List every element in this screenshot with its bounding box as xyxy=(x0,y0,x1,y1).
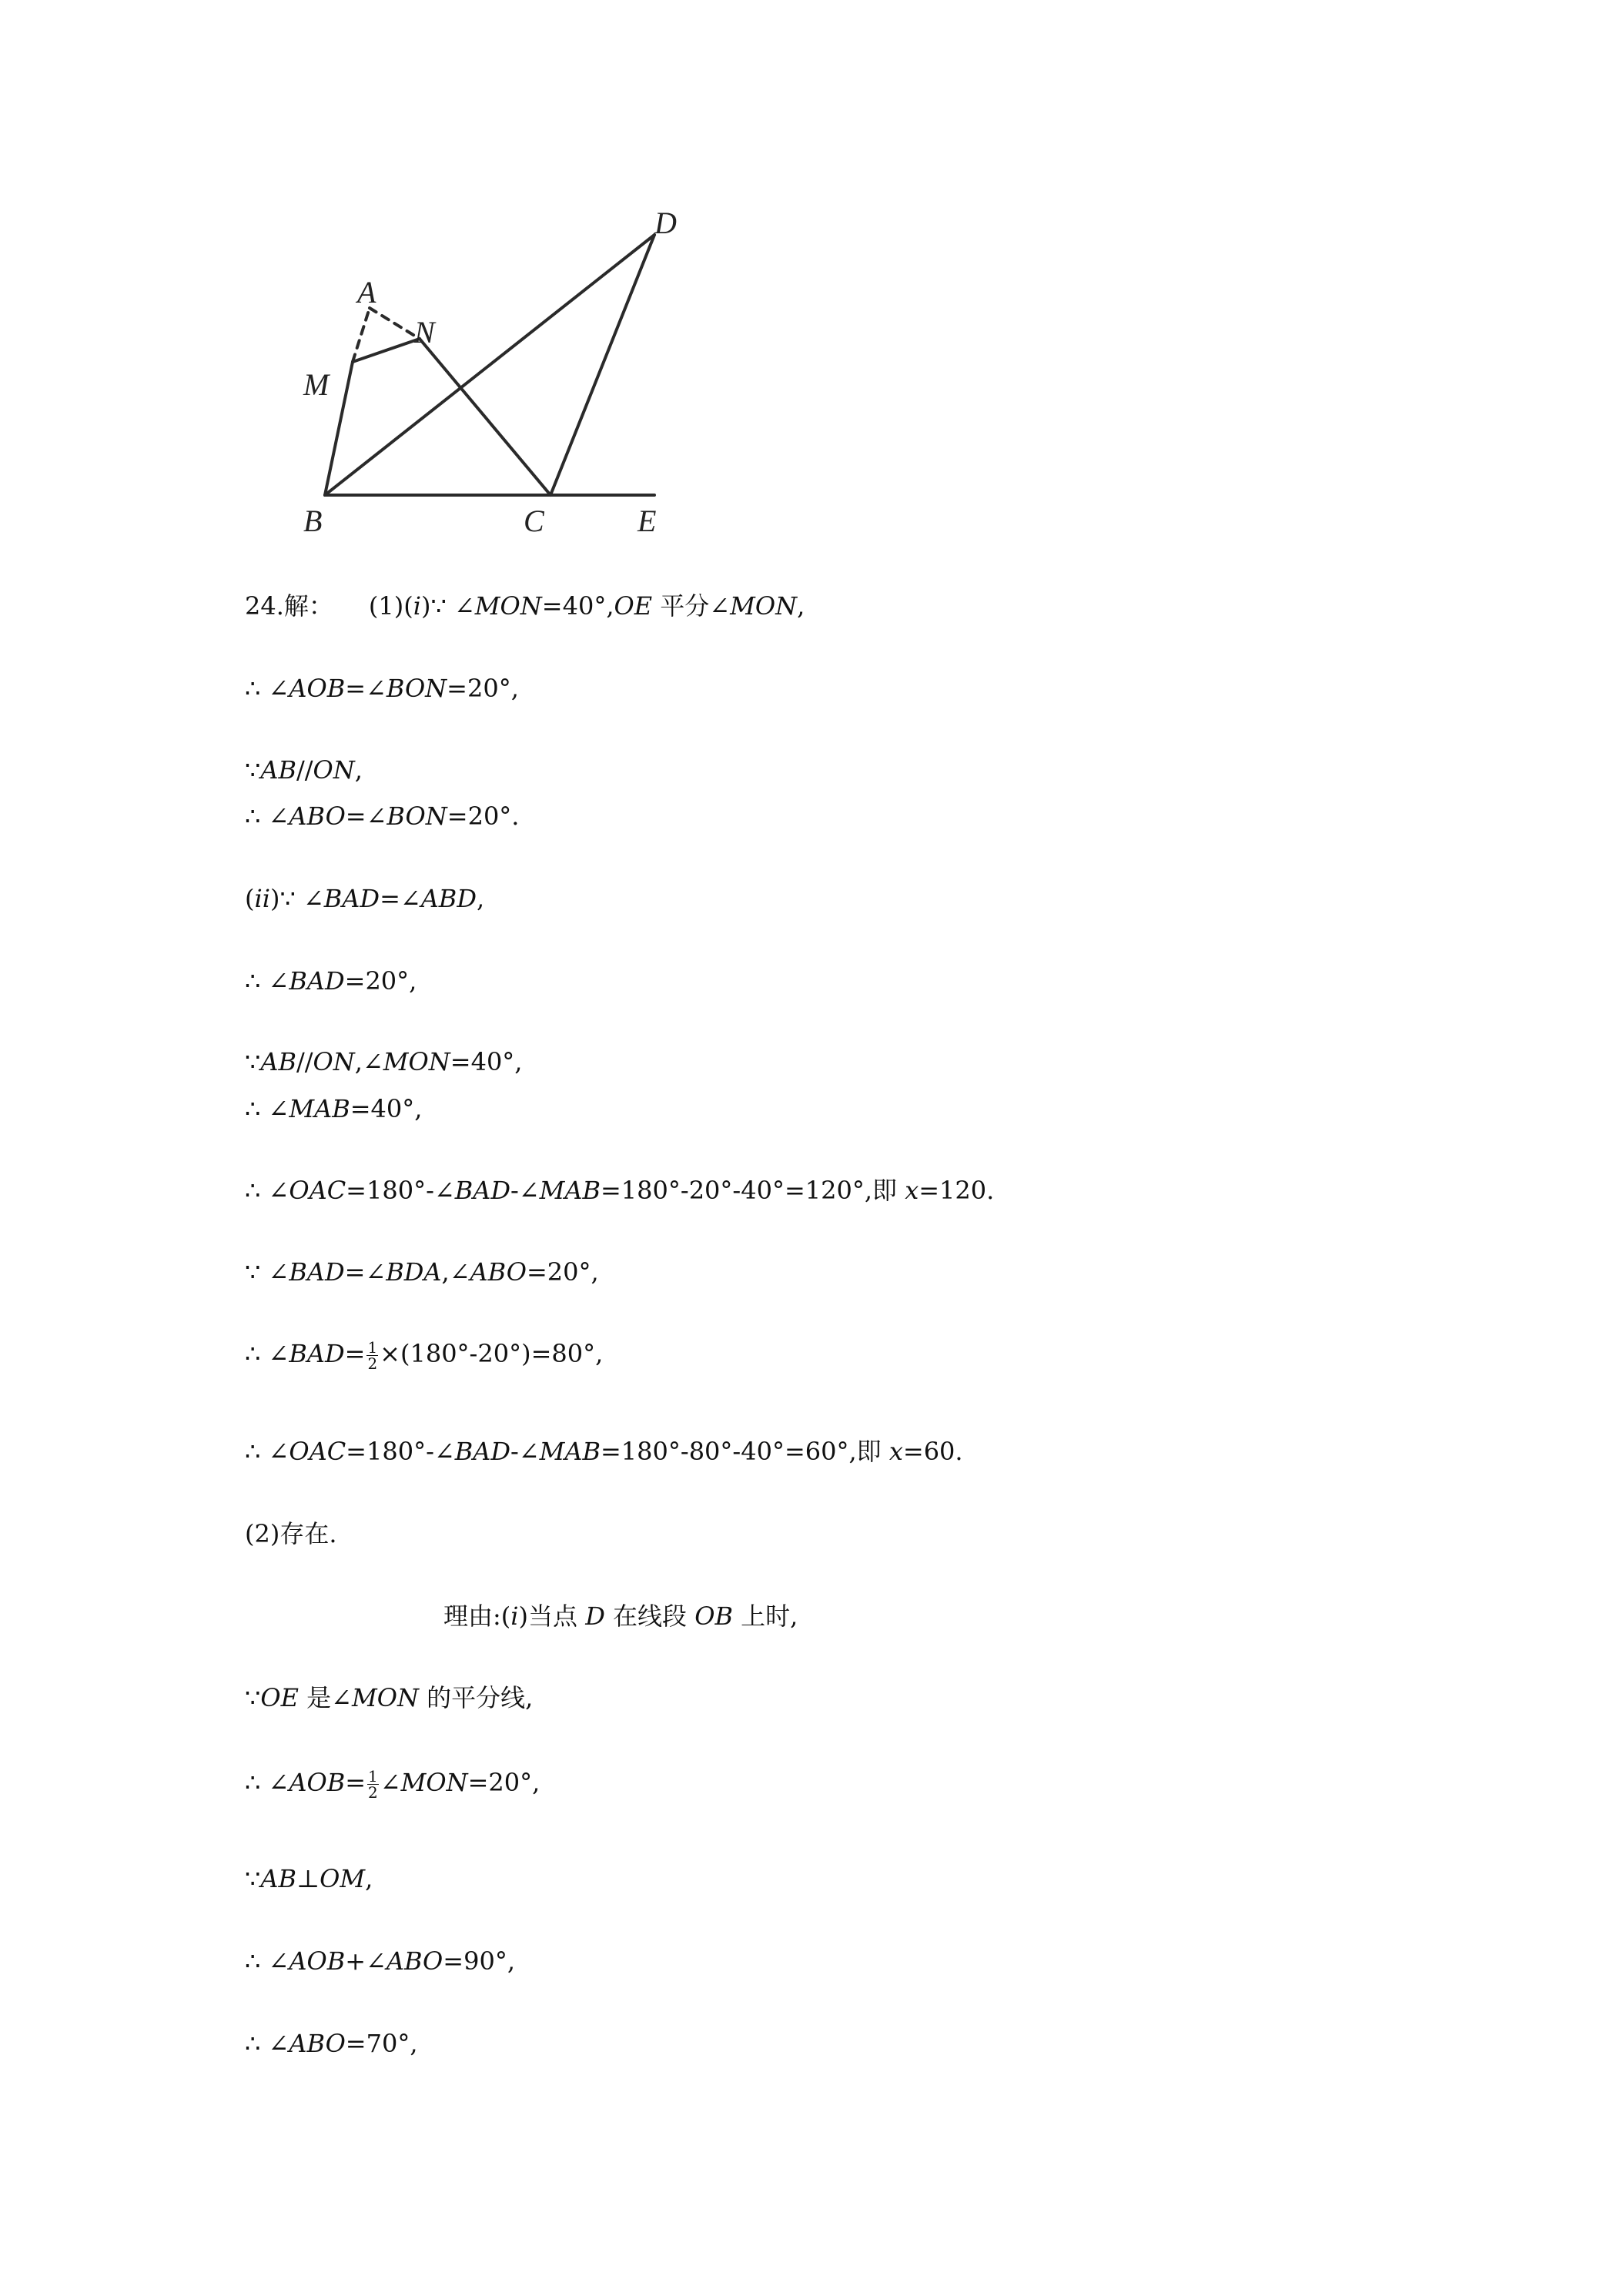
solution-line-10 xyxy=(245,1255,599,1289)
text: =120. xyxy=(919,1176,995,1205)
text: MON xyxy=(351,1683,419,1712)
solution-line-18 xyxy=(245,1944,515,1978)
text: ∴ ∠ xyxy=(245,966,289,996)
text: OE xyxy=(614,591,653,621)
text: OB xyxy=(694,1602,733,1631)
text: ×(180°-20°)=80°, xyxy=(380,1339,604,1368)
solution-line-14 xyxy=(443,1599,798,1633)
text: MON xyxy=(400,1768,468,1797)
text: =∠ xyxy=(344,1257,387,1287)
text: BON xyxy=(386,674,447,703)
text: (1)( xyxy=(368,591,413,621)
text: // xyxy=(296,1047,313,1076)
text: =180°-80°-40°=60°,即 xyxy=(600,1437,889,1466)
text: 理由:( xyxy=(443,1602,511,1631)
text: =180°-∠ xyxy=(346,1437,455,1466)
text: x xyxy=(888,1437,903,1466)
solution-line-17 xyxy=(245,1862,373,1896)
text: ∵ xyxy=(245,1047,261,1076)
solution-line-3 xyxy=(245,753,363,787)
text: ∴ ∠ xyxy=(245,802,289,831)
fraction-denominator: 2 xyxy=(367,1354,378,1373)
text: =∠ xyxy=(380,884,421,913)
text: AOB xyxy=(289,1946,346,1976)
fraction-numerator: 1 xyxy=(367,1338,378,1357)
text: ∴ ∠ xyxy=(245,1437,289,1466)
text: AB xyxy=(260,1864,296,1893)
text: ABO xyxy=(470,1257,527,1287)
text: 是∠ xyxy=(298,1683,352,1712)
text: ∴ ∠ xyxy=(245,1094,289,1123)
text: BDA xyxy=(386,1257,442,1287)
text: ∴ ∠ xyxy=(245,1339,289,1368)
label-D: D xyxy=(654,206,677,240)
text: = xyxy=(345,1768,366,1797)
text: ∴ ∠ xyxy=(245,1768,289,1797)
text: BAD xyxy=(289,966,345,996)
solution-line-8 xyxy=(245,1092,422,1126)
text: AOB xyxy=(289,1768,346,1797)
problem-number: 24.解： xyxy=(245,591,333,621)
text: =90°, xyxy=(443,1946,515,1976)
text: OAC xyxy=(289,1437,346,1466)
label-B: B xyxy=(303,504,323,538)
text: 的平分线, xyxy=(418,1683,534,1712)
text: MON xyxy=(383,1047,450,1076)
text: )∵ ∠ xyxy=(269,884,324,913)
dashed-segment-AN xyxy=(370,308,420,339)
fraction-numerator: 1 xyxy=(368,1767,378,1786)
text: BAD xyxy=(454,1437,510,1466)
text: ON xyxy=(313,755,355,785)
text: BON xyxy=(387,802,447,831)
text: D xyxy=(585,1602,605,1631)
text: ∵ xyxy=(245,755,261,785)
text: ( xyxy=(245,884,255,913)
text: -∠ xyxy=(510,1437,540,1466)
text: BAD xyxy=(289,1257,345,1287)
text: )当点 xyxy=(518,1602,586,1631)
solution-line-9 xyxy=(245,1173,994,1207)
solution-line-5 xyxy=(245,882,484,915)
text: =20°, xyxy=(526,1257,599,1287)
text: =40°, xyxy=(541,591,614,621)
fraction-denominator: 2 xyxy=(368,1783,378,1802)
text: =20°, xyxy=(467,1768,540,1797)
solution-line-13 xyxy=(245,1517,337,1551)
solution-line-12 xyxy=(245,1434,963,1468)
text: , xyxy=(476,884,485,913)
text: OAC xyxy=(289,1176,346,1205)
text: =20°, xyxy=(447,674,519,703)
text: ∵ xyxy=(245,1864,261,1893)
text: ABO xyxy=(289,802,346,831)
text: x xyxy=(905,1176,919,1205)
text: OE xyxy=(260,1683,299,1712)
text: =180°-∠ xyxy=(346,1176,455,1205)
label-N: N xyxy=(414,315,435,350)
text: MON xyxy=(730,591,798,621)
text: 平分∠ xyxy=(652,591,731,621)
label-E: E xyxy=(637,504,657,538)
segment-NC xyxy=(420,339,550,495)
text: ,∠ xyxy=(354,1047,383,1076)
text: MAB xyxy=(289,1094,350,1123)
geometry-figure xyxy=(293,196,708,543)
text: , xyxy=(354,755,363,785)
text: 上时, xyxy=(732,1602,798,1631)
text: 在线段 xyxy=(604,1602,695,1631)
text: (2)存在. xyxy=(245,1519,337,1548)
text: ∴ ∠ xyxy=(245,674,289,703)
label-M: M xyxy=(303,367,330,402)
solution-line-1 xyxy=(245,589,805,623)
text: ∴ ∠ xyxy=(245,2029,289,2058)
text: MAB xyxy=(539,1437,601,1466)
text: MAB xyxy=(539,1176,601,1205)
text: , xyxy=(797,591,805,621)
text: )∵ ∠ xyxy=(420,591,475,621)
text: i xyxy=(413,591,421,621)
text: ON xyxy=(313,1047,355,1076)
text: OM xyxy=(320,1864,366,1893)
fraction-one-half xyxy=(367,1769,379,1800)
segment-MN xyxy=(353,339,420,362)
text: =40°, xyxy=(350,1094,423,1123)
text: =∠ xyxy=(345,674,387,703)
text: ABD xyxy=(420,884,477,913)
solution-line-2 xyxy=(245,671,519,705)
solution-line-6 xyxy=(245,964,417,998)
text: MON xyxy=(474,591,542,621)
text: AOB xyxy=(289,674,346,703)
text: BAD xyxy=(323,884,380,913)
text: ∠ xyxy=(380,1768,401,1797)
text: =20°. xyxy=(447,802,520,831)
text: ABO xyxy=(386,1946,443,1976)
text: , xyxy=(365,1864,373,1893)
text: ⊥ xyxy=(296,1864,320,1893)
text: +∠ xyxy=(345,1946,387,1976)
text: i xyxy=(510,1602,519,1631)
dashed-segment-MA xyxy=(353,308,370,362)
solution-line-4 xyxy=(245,799,519,833)
text: ABO xyxy=(289,2029,346,2058)
text: AB xyxy=(260,755,296,785)
text: ∵ xyxy=(245,1683,261,1712)
text: =60. xyxy=(902,1437,963,1466)
label-A: A xyxy=(357,275,376,310)
text: ,∠ xyxy=(441,1257,470,1287)
solution-line-11 xyxy=(245,1337,603,1371)
text: =∠ xyxy=(345,802,387,831)
text: ∴ ∠ xyxy=(245,1946,289,1976)
solution-line-7 xyxy=(245,1045,522,1079)
text: -∠ xyxy=(510,1176,540,1205)
solution-line-16 xyxy=(245,1766,540,1800)
text: BAD xyxy=(454,1176,510,1205)
text: AB xyxy=(260,1047,296,1076)
text: ii xyxy=(254,884,270,913)
text: // xyxy=(296,755,313,785)
solution-line-15 xyxy=(245,1681,533,1715)
fraction-one-half xyxy=(366,1340,378,1371)
solution-line-19 xyxy=(245,2027,418,2060)
text: =180°-20°-40°=120°,即 xyxy=(600,1176,905,1205)
text: ∴ ∠ xyxy=(245,1176,289,1205)
text: =40°, xyxy=(450,1047,523,1076)
text: = xyxy=(344,1339,366,1368)
text: =70°, xyxy=(345,2029,418,2058)
text: BAD xyxy=(289,1339,345,1368)
text: =20°, xyxy=(344,966,417,996)
label-C: C xyxy=(524,504,544,538)
segment-DC xyxy=(550,235,654,495)
text: ∵ ∠ xyxy=(245,1257,289,1287)
geometry-diagram xyxy=(293,196,708,543)
segment-BD xyxy=(325,235,654,495)
